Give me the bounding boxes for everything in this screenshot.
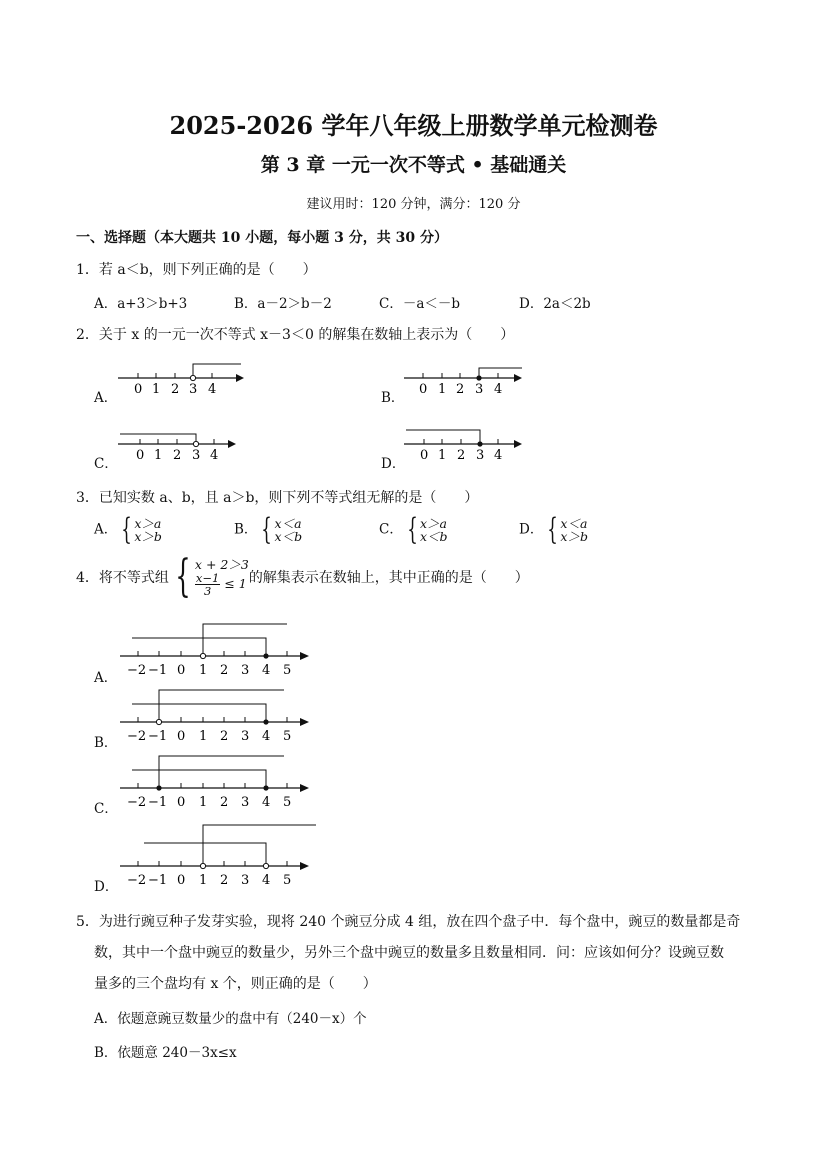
tick-label: 3 [241,795,250,810]
number-line-q2-d [398,426,533,466]
tick-label: 0 [177,729,186,744]
tick-label: −1 [148,729,168,744]
tick-label: 3 [241,729,250,744]
tick-label: 2 [220,873,229,888]
question-5-option-b: B．依题意 240－3x≤x [94,1045,237,1061]
question-5-line-2: 数，其中一个盘中豌豆的数量少，另外三个盘中豌豆的数量多且数量相同．问：应该如何分？设豌豆数 [94,945,724,961]
tick-label: 4 [494,448,503,463]
tick-label: 0 [177,795,186,810]
tick-label: 2 [220,729,229,744]
tick-label: 4 [262,873,271,888]
number-line-q4-b [112,684,322,746]
tick-label: 0 [177,663,186,678]
question-3-option-c: C． { x＞a x＜b [379,512,448,547]
tick-label: −2 [127,795,147,810]
question-5-line-1: 5．为进行豌豆种子发芽实验，现将 240 个豌豆分成 4 组，放在四个盘子中．每个盘中，豌豆的数量都是奇 [76,914,741,930]
tick-label: 3 [241,663,250,678]
tick-label: 1 [152,382,161,397]
tick-label: 3 [189,382,198,397]
number-line-q4-a [112,618,322,680]
tick-label: 5 [283,729,292,744]
tick-label: 5 [283,873,292,888]
question-3-option-a: A． { x＞a x＞b [94,512,162,547]
tick-label: 4 [210,448,219,463]
tick-label: 5 [283,795,292,810]
chapter-subtitle: 第 3 章 一元一次不等式 • 基础通关 [260,154,567,176]
tick-label: 2 [456,382,465,397]
tick-label: −2 [127,873,147,888]
question-2-option-c: C． [94,456,118,472]
question-2-option-a: A． [94,390,118,406]
tick-label: −2 [127,663,147,678]
question-4-option-a: A． [94,670,118,686]
number-line-q4-c [112,750,322,812]
question-1-option-b: B．a－2＞b－2 [234,296,332,312]
tick-label: 4 [208,382,217,397]
tick-label: 5 [283,663,292,678]
tick-label: 1 [199,729,208,744]
tick-label: −1 [148,873,168,888]
number-line-q4-d [112,818,327,890]
tick-label: 2 [171,382,180,397]
time-score-hint: 建议用时：120 分钟，满分：120 分 [306,197,521,212]
question-2-stem: 2．关于 x 的一元一次不等式 x－3＜0 的解集在数轴上表示为（ ） [76,327,515,343]
tick-label: 1 [199,795,208,810]
tick-label: 2 [220,795,229,810]
tick-label: 3 [241,873,250,888]
question-3-stem: 3．已知实数 a、b，且 a＞b，则下列不等式组无解的是（ ） [76,490,479,506]
tick-label: 0 [419,382,428,397]
tick-label: −2 [127,729,147,744]
number-line-q2-a [112,360,247,400]
question-4-stem: 4．将不等式组 { x + 2＞3 $\frac{x-1}{3}$ ≤ 1 的解集表示在数轴上，其中正确的是（ ） [76,551,529,602]
question-3-option-b: B． { x＜a x＜b [234,512,303,547]
tick-label: 3 [192,448,201,463]
number-line-q2-b [398,360,533,400]
tick-label: 0 [134,382,143,397]
tick-label: 0 [136,448,145,463]
question-2-option-d: D． [381,456,406,472]
tick-label: 1 [438,448,447,463]
question-5-option-a: A．依题意豌豆数量少的盘中有（240－x）个 [94,1011,367,1027]
question-1-option-d: D．2a＜2b [519,296,591,312]
tick-label: 4 [262,663,271,678]
tick-label: 3 [475,382,484,397]
tick-label: 0 [420,448,429,463]
question-4-option-c: C． [94,801,118,817]
question-4-option-d: D． [94,879,119,895]
tick-label: 2 [173,448,182,463]
question-4-option-b: B． [94,735,118,751]
tick-label: 0 [177,873,186,888]
question-3-option-d: D． { x＜a x＞b [519,512,588,547]
question-5-line-3: 量多的三个盘均有 x 个，则正确的是（ ） [94,976,377,992]
tick-label: 2 [220,663,229,678]
tick-label: 3 [476,448,485,463]
tick-label: 4 [262,729,271,744]
tick-label: 4 [494,382,503,397]
tick-label: 1 [154,448,163,463]
section-title: 一、选择题（本大题共 10 小题，每小题 3 分，共 30 分） [76,230,448,246]
question-1-option-c: C．－a＜－b [379,296,461,312]
question-2-option-b: B． [381,390,405,406]
tick-label: 4 [262,795,271,810]
page-title: 2025-2026 学年八年级上册数学单元检测卷 [169,111,658,140]
tick-label: 1 [199,873,208,888]
number-line-q2-c [112,426,247,466]
question-1-option-a: A．a+3＞b+3 [94,296,188,312]
tick-label: 1 [199,663,208,678]
tick-label: 2 [457,448,466,463]
tick-label: 1 [438,382,447,397]
tick-label: −1 [148,663,168,678]
tick-label: −1 [148,795,168,810]
question-1-stem: 1．若 a＜b，则下列正确的是（ ） [76,262,317,278]
